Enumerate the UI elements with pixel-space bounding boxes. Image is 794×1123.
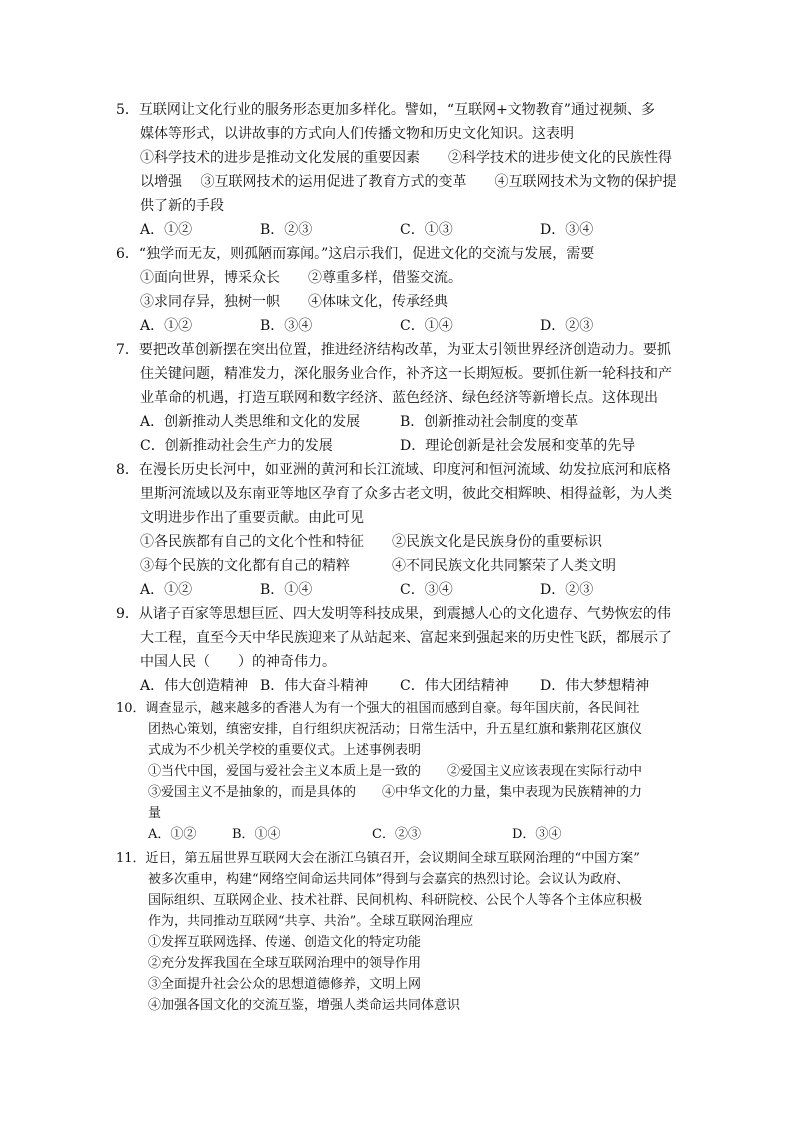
option-b: B．①④: [232, 827, 281, 842]
statement-line: ③每个民族的文化都有自己的精粹 ④不同民族文化共同繁荣了人类文明: [140, 558, 616, 574]
question-text: 里斯河流域以及东南亚等地区孕育了众多古老文明，彼此交相辉映、相得益彰，为人类: [140, 486, 672, 502]
question-text: 国际组织、互联网企业、技术社群、民间机构、科研院校、公民个人等各个主体应积极: [148, 893, 643, 908]
question-number: 6．: [116, 246, 139, 262]
option-b: B．③④: [260, 318, 313, 334]
question-text: 媒体等形式，以讲故事的方式向人们传播文物和历史文化知识。这表明: [140, 126, 574, 142]
question-text: 近日，第五届世界互联网大会在浙江乌镇召开，会议期间全球互联网治理的“中国方案”: [145, 851, 640, 866]
question-9: [116, 602, 686, 698]
question-text: 要把改革创新摆在突出位置，推进经济结构改革，为亚太引领世界经济创造动力。要抓: [138, 342, 671, 358]
statement-line: ①科学技术的进步是推动文化发展的重要因素 ②科学技术的进步使文化的民族性得: [140, 150, 672, 166]
option-c: C．②③: [372, 827, 421, 842]
question-7: [116, 338, 686, 458]
option-a: A．①②: [148, 827, 197, 842]
statement-line: ①当代中国，爱国与爱社会主义本质上是一致的 ②爱国主义应该表现在实际行动中: [148, 764, 643, 779]
question-text: 住关键问题，精准发力，深化服务业合作，补齐这一长期短板。要抓住新一轮科技和产: [140, 366, 672, 382]
question-5: [116, 98, 686, 242]
statement-line: 供了新的手段: [140, 198, 224, 214]
question-text: 式成为不少机关学校的重要仪式。上述事例表明: [148, 743, 422, 758]
option-a: A．①②: [140, 582, 193, 598]
question-text: 中国人民（ ）的神奇伟力。: [140, 654, 336, 670]
options-row: [116, 434, 686, 458]
question-8: [116, 458, 686, 602]
statement-line: ③全面提升社会公众的思想道德修养，文明上网: [148, 977, 422, 992]
question-11: [116, 848, 686, 1016]
statement-line: 量: [148, 806, 162, 821]
option-b: B．①④: [260, 582, 313, 598]
statement-line: ③求同存异，独树一帜 ④体味文化，传承经典: [140, 294, 448, 310]
statement-line: ④加强各国文化的交流互鉴，增强人类命运共同体意识: [148, 998, 461, 1013]
question-text: 被多次重申，构建“网络空间命运共同体”得到与会嘉宾的热烈讨论。会议认为政府、: [148, 872, 630, 887]
statement-line: ②充分发挥我国在全球互联网治理中的领导作用: [148, 956, 422, 971]
option-a: A．创新推动人类思维和文化的发展: [140, 414, 361, 430]
option-c: C．伟大团结精神: [400, 678, 509, 694]
option-d: D．伟大梦想精神: [540, 678, 650, 694]
option-a: A．伟大创造精神: [140, 678, 249, 694]
option-b: B．伟大奋斗精神: [260, 678, 369, 694]
question-text: 在漫长历史长河中，如亚洲的黄河和长江流域、印度河和恒河流域、幼发拉底河和底格: [138, 462, 671, 478]
question-text: 团热心策划，缜密安排，自行组织庆祝活动；日常生活中，升五星红旗和紫荆花区旗仪: [148, 722, 643, 737]
options-row: [116, 578, 686, 602]
option-a: A．①②: [140, 222, 193, 238]
question-number: 10．: [116, 701, 146, 716]
option-d: D．理论创新是社会发展和变革的先导: [400, 438, 636, 454]
question-number: 8．: [116, 462, 139, 478]
options-row: [116, 674, 686, 698]
option-c: C．①③: [400, 222, 453, 238]
option-c: C．①④: [400, 318, 453, 334]
question-text: 互联网让文化行业的服务形态更加多样化。譬如，“互联网+文物教育”通过视频、多: [138, 102, 655, 118]
option-a: A．①②: [140, 318, 193, 334]
question-6: [116, 242, 686, 338]
option-b: B．创新推动社会制度的变革: [400, 414, 579, 430]
option-b: B．②③: [260, 222, 313, 238]
question-10: [116, 698, 686, 845]
options-row: [116, 824, 686, 845]
question-text: 文明进步作出了重要贡献。由此可见: [140, 510, 364, 526]
options-row: [116, 218, 686, 242]
question-number: 5．: [116, 102, 139, 118]
question-text: 从诸子百家等思想巨匠、四大发明等科技成果，到震撼人心的文化遗存、气势恢宏的伟: [138, 606, 671, 622]
question-text: 调查显示，越来越多的香港人为有一个强大的祖国而感到自豪。每年国庆前，各民间社: [145, 701, 640, 716]
statement-line: ①各民族都有自己的文化个性和特征 ②民族文化是民族身份的重要标识: [140, 534, 602, 550]
question-number: 11．: [116, 851, 146, 866]
question-text: 大工程，直至今天中华民族迎来了从站起来、富起来到强起来的历史性飞跃，都展示了: [140, 630, 672, 646]
statement-line: ①面向世界，博采众长 ②尊重多样，借鉴交流。: [140, 270, 462, 286]
question-text: 业革命的机遇，打造互联网和数字经济、蓝色经济、绿色经济等新增长点。这体现出: [140, 390, 658, 406]
option-c: C．③④: [400, 582, 453, 598]
statement-line: ①发挥互联网选择、传递、创造文化的特定功能: [148, 935, 422, 950]
option-d: D．③④: [540, 222, 594, 238]
question-text: “独学而无友，则孤陋而寡闻。”这启示我们，促进文化的交流与发展，需要: [138, 246, 595, 262]
option-d: D．②③: [540, 318, 594, 334]
options-row: [116, 410, 686, 434]
question-text: 作为，共同推动互联网“共享、共治”。全球互联网治理应: [148, 914, 474, 929]
statement-line: 以增强 ③互联网技术的运用促进了教育方式的变革 ④互联网技术为文物的保护提: [140, 174, 677, 190]
option-d: D．②③: [540, 582, 594, 598]
option-d: D．③④: [512, 827, 562, 842]
options-row: [116, 314, 686, 338]
question-number: 7．: [116, 342, 139, 358]
statement-line: ③爱国主义不是抽象的，而是具体的 ④中华文化的力量，集中表现为民族精神的力: [148, 785, 643, 800]
question-number: 9．: [116, 606, 139, 622]
option-c: C．创新推动社会生产力的发展: [140, 438, 333, 454]
